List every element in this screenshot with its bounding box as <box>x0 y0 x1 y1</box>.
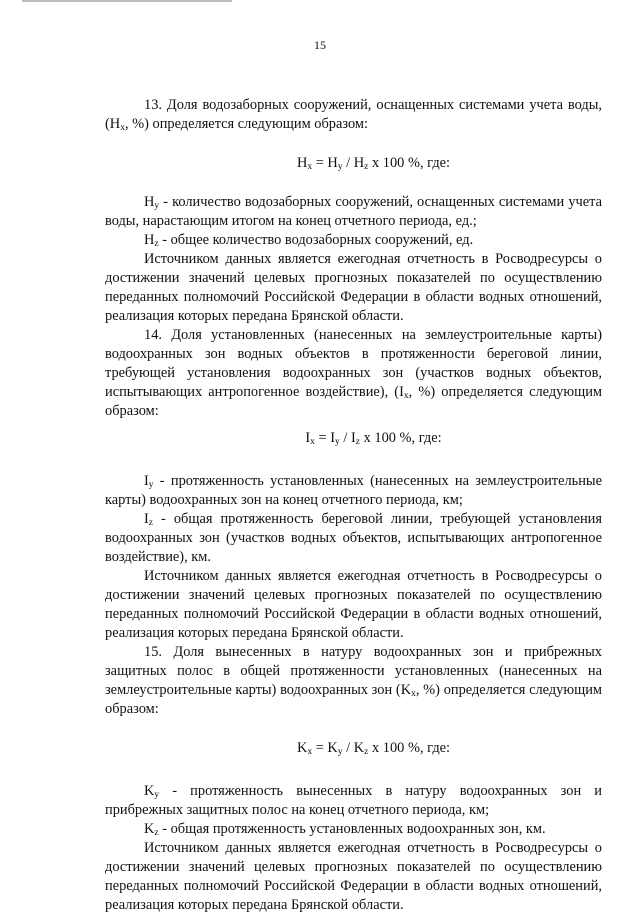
item-13-source: Источником данных является ежегодная отчетность в Росводресурсы о достижении значений целевых прогнозных показателей по осуществлению переданных полномочий Российской Федерации в области водных отношений, реализация которых передана Брянской области. <box>105 251 602 324</box>
item-15-definition-y: $K_y$ - протяженность вынесенных в натуру водоохранных зон и прибрежных защитных полос на конец отчетного периода, км; <box>105 783 602 818</box>
item-13-definition-z: $H_z$ - общее количество водозаборных сооружений, ед. <box>144 232 474 249</box>
item-14-formula: $I_x = I_y / I_z$ x 100 %, где: <box>305 430 442 447</box>
item-14-heading: 14. Доля установленных (нанесенных на землеустроительные карты) водоохранных зон водных объектов в протяженности береговой линии, требующей установления водоохранных зон (участков водных объектов, испытывающих антропогенное воздействие), ($I_x$, %) определяется следующим образом: <box>105 327 603 419</box>
item-13-definition-y: $H_y$ - количество водозаборных сооружений, оснащенных системами учета воды, нарастающим итогом на конец отчетного периода, ед.; <box>105 194 602 229</box>
item-13-formula: $H_x = H_y / H_z$ x 100 %, где: <box>296 155 451 172</box>
top-rule <box>22 0 232 2</box>
document-body <box>105 96 602 915</box>
item-15-heading: 15. Доля вынесенных в натуру водоохранных зон и прибрежных защитных полос в общей протяженности установленных (нанесенных на землеустроительные карты) водоохранных зон ($K_x$, %) определяется следующим образом: <box>105 644 603 717</box>
item-15-formula: $K_x = K_y / K_z$ x 100 %, где: <box>296 740 451 757</box>
item-15-source: Источником данных является ежегодная отчетность в Росводресурсы о достижении значений целевых прогнозных показателей по осуществлению переданных полномочий Российской Федерации в области водных отношений, реализация которых передана Брянской области. <box>105 840 602 913</box>
page-number: 15 <box>314 38 326 52</box>
item-14-definition-y: $I_y$ - протяженность установленных (нанесенных на землеустроительные карты) водоохранных зон на конец отчетного периода, км; <box>105 473 602 508</box>
item-15-definition-z: $K_z$ - общая протяженность установленных водоохранных зон, км. <box>144 821 546 838</box>
item-14-source: Источником данных является ежегодная отчетность в Росводресурсы о достижении значений целевых прогнозных показателей по осуществлению переданных полномочий Российской Федерации в области водных отношений, реализация которых передана Брянской области. <box>105 568 602 641</box>
item-13-heading: 13. Доля водозаборных сооружений, оснащенных системами учета воды, ($H_x$, %) определяется следующим образом: <box>105 97 602 133</box>
item-14-definition-z: $I_z$ - общая протяженность береговой линии, требующей установления водоохранных зон (участков водных объектов, испытывающих антропогенное воздействие), км. <box>105 511 602 565</box>
